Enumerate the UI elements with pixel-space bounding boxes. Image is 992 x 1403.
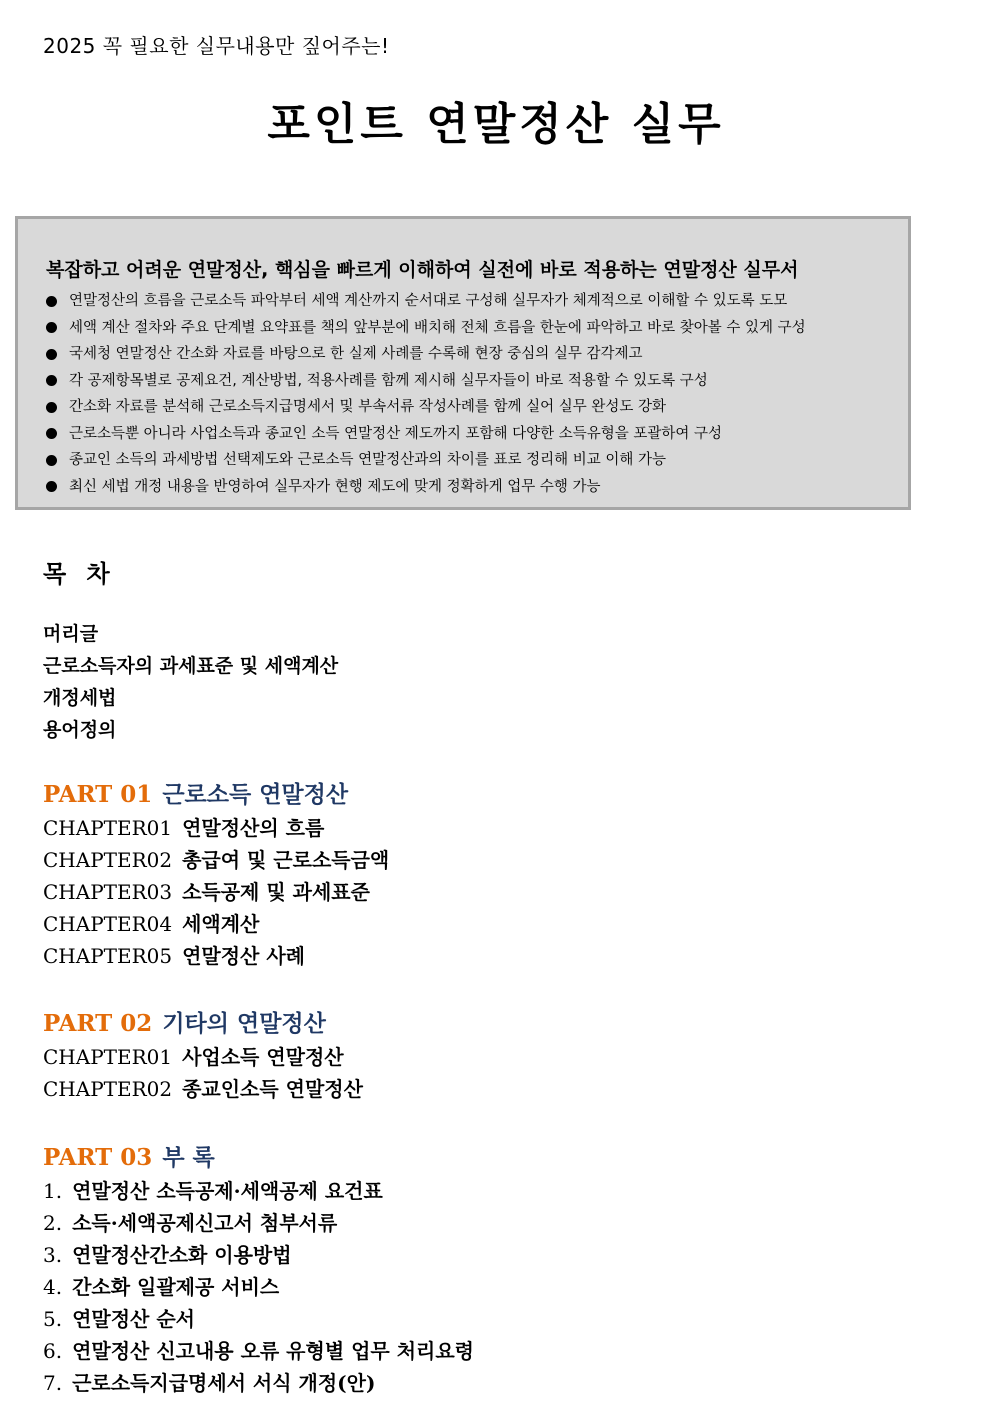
summary-bullet-text: 간소화 자료를 분석해 근로소득지급명세서 및 부속서류 작성사례를 함께 실어 실무 완성도 강화: [69, 399, 666, 415]
chapter-item: [43, 812, 389, 844]
appendix-title: 연말정산 순서: [72, 1307, 195, 1331]
summary-box: [15, 216, 911, 510]
appendix-item: [43, 1271, 474, 1303]
appendix-number: 3.: [43, 1243, 63, 1267]
summary-bullet: [46, 368, 908, 395]
part-title: [43, 778, 389, 812]
chapter-number: CHAPTER02: [43, 848, 173, 872]
appendix-number: 2.: [43, 1211, 63, 1235]
chapter-title: 총급여 및 근로소득금액: [182, 848, 390, 872]
bullet-icon: [46, 481, 57, 492]
chapter-item: [43, 1041, 363, 1073]
summary-bullet-text: 근로소득뿐 아니라 사업소득과 종교인 소득 연말정산 제도까지 포함해 다양한 소득유형을 포괄하여 구성: [69, 425, 722, 442]
part-title: [43, 1007, 363, 1041]
bullet-icon: [46, 402, 57, 413]
summary-bullet: [46, 315, 908, 342]
toc-intro-item: 용어정의: [43, 719, 117, 741]
chapter-item: [43, 908, 389, 940]
appendix-title: 연말정산간소화 이용방법: [72, 1243, 292, 1267]
toc-intro-item: 개정세법: [43, 687, 117, 709]
chapter-item: [43, 844, 389, 876]
summary-bullet-text: 최신 세법 개정 내용을 반영하여 실무자가 현행 제도에 맞게 정확하게 업무 수행 가능: [69, 478, 601, 495]
toc-part-02: [43, 1007, 363, 1105]
appendix-item: [43, 1303, 474, 1335]
appendix-title: 근로소득지급명세서 서식 개정(안): [72, 1371, 376, 1395]
chapter-item: [43, 876, 389, 908]
toc-heading: 목 차: [43, 560, 116, 588]
appendix-item: [43, 1207, 474, 1239]
chapter-number: CHAPTER01: [43, 816, 173, 840]
appendix-number: 4.: [43, 1275, 63, 1299]
chapter-number: CHAPTER03: [43, 880, 173, 904]
appendix-item: [43, 1335, 474, 1367]
chapter-number: CHAPTER02: [43, 1077, 173, 1101]
tagline: 2025 꼭 필요한 실무내용만 짚어주는!: [43, 34, 390, 58]
part-name: 근로소득 연말정산: [162, 781, 349, 808]
chapter-number: CHAPTER01: [43, 1045, 173, 1069]
summary-bullet: [46, 341, 908, 368]
chapter-item: [43, 940, 389, 972]
chapter-number: CHAPTER05: [43, 944, 173, 968]
bullet-icon: [46, 349, 57, 360]
appendix-title: 간소화 일괄제공 서비스: [72, 1275, 280, 1299]
chapter-title: 사업소득 연말정산: [182, 1045, 344, 1069]
appendix-item: [43, 1175, 474, 1207]
summary-bullet: [46, 474, 908, 501]
summary-bullet-text: 연말정산의 흐름을 근로소득 파악부터 세액 계산까지 순서대로 구성해 실무자가 체계적으로 이해할 수 있도록 도모: [69, 293, 788, 309]
bullet-icon: [46, 455, 57, 466]
appendix-number: 7.: [43, 1371, 63, 1395]
appendix-title: 연말정산 신고내용 오류 유형별 업무 처리요령: [72, 1339, 474, 1363]
chapter-title: 연말정산 사례: [182, 944, 305, 968]
summary-bullet-text: 종교인 소득의 과세방법 선택제도와 근로소득 연말정산과의 차이를 표로 정리해 비교 이해 가능: [69, 452, 666, 468]
part-chapter-list: [43, 812, 389, 972]
part-chapter-list: [43, 1041, 363, 1105]
summary-bullet: [46, 447, 908, 474]
summary-bullet: [46, 288, 908, 315]
appendix-number: 1.: [43, 1179, 63, 1203]
summary-heading: 복잡하고 어려운 연말정산, 핵심을 빠르게 이해하여 실전에 바로 적용하는 연말정산 실무서: [46, 259, 799, 281]
bullet-icon: [46, 322, 57, 333]
chapter-number: CHAPTER04: [43, 912, 173, 936]
chapter-title: 세액계산: [182, 912, 260, 936]
appendix-number: 5.: [43, 1307, 63, 1331]
bullet-icon: [46, 428, 57, 439]
summary-bullet-list: [46, 288, 908, 500]
page-title: 포인트 연말정산 실무: [267, 99, 725, 150]
summary-bullet-text: 각 공제항목별로 공제요건, 계산방법, 적용사례를 함께 제시해 실무자들이 바로 적용할 수 있도록 구성: [69, 372, 708, 389]
summary-bullet: [46, 421, 908, 448]
part-name: 부 록: [162, 1144, 215, 1171]
toc-intro-list: [43, 618, 338, 746]
bullet-icon: [46, 296, 57, 307]
part-number: PART 02: [43, 1010, 153, 1037]
part-title: [43, 1141, 474, 1175]
chapter-title: 연말정산의 흐름: [182, 816, 325, 840]
appendix-item: [43, 1239, 474, 1271]
toc-intro-item: 근로소득자의 과세표준 및 세액계산: [43, 655, 339, 677]
chapter-title: 소득공제 및 과세표준: [182, 880, 370, 904]
summary-bullet: [46, 394, 908, 421]
toc-part-01: [43, 778, 389, 972]
appendix-title: 소득·세액공제신고서 첨부서류: [72, 1211, 338, 1235]
appendix-title: 연말정산 소득공제·세액공제 요건표: [72, 1179, 383, 1203]
toc-part-03: [43, 1141, 474, 1399]
summary-bullet-text: 국세청 연말정산 간소화 자료를 바탕으로 한 실제 사례를 수록해 현장 중심의 실무 감각제고: [69, 346, 643, 362]
bullet-icon: [46, 375, 57, 386]
summary-bullet-text: 세액 계산 절차와 주요 단계별 요약표를 책의 앞부분에 배치해 전체 흐름을 한눈에 파악하고 바로 찾아볼 수 있게 구성: [69, 319, 806, 336]
chapter-item: [43, 1073, 363, 1105]
part-number: PART 03: [43, 1144, 153, 1171]
part-number: PART 01: [43, 781, 153, 808]
chapter-title: 종교인소득 연말정산: [182, 1077, 363, 1101]
appendix-number: 6.: [43, 1339, 63, 1363]
appendix-item: [43, 1367, 474, 1399]
part-appendix-list: [43, 1175, 474, 1399]
toc-intro-item: 머리글: [43, 623, 99, 645]
part-name: 기타의 연말정산: [162, 1010, 326, 1037]
